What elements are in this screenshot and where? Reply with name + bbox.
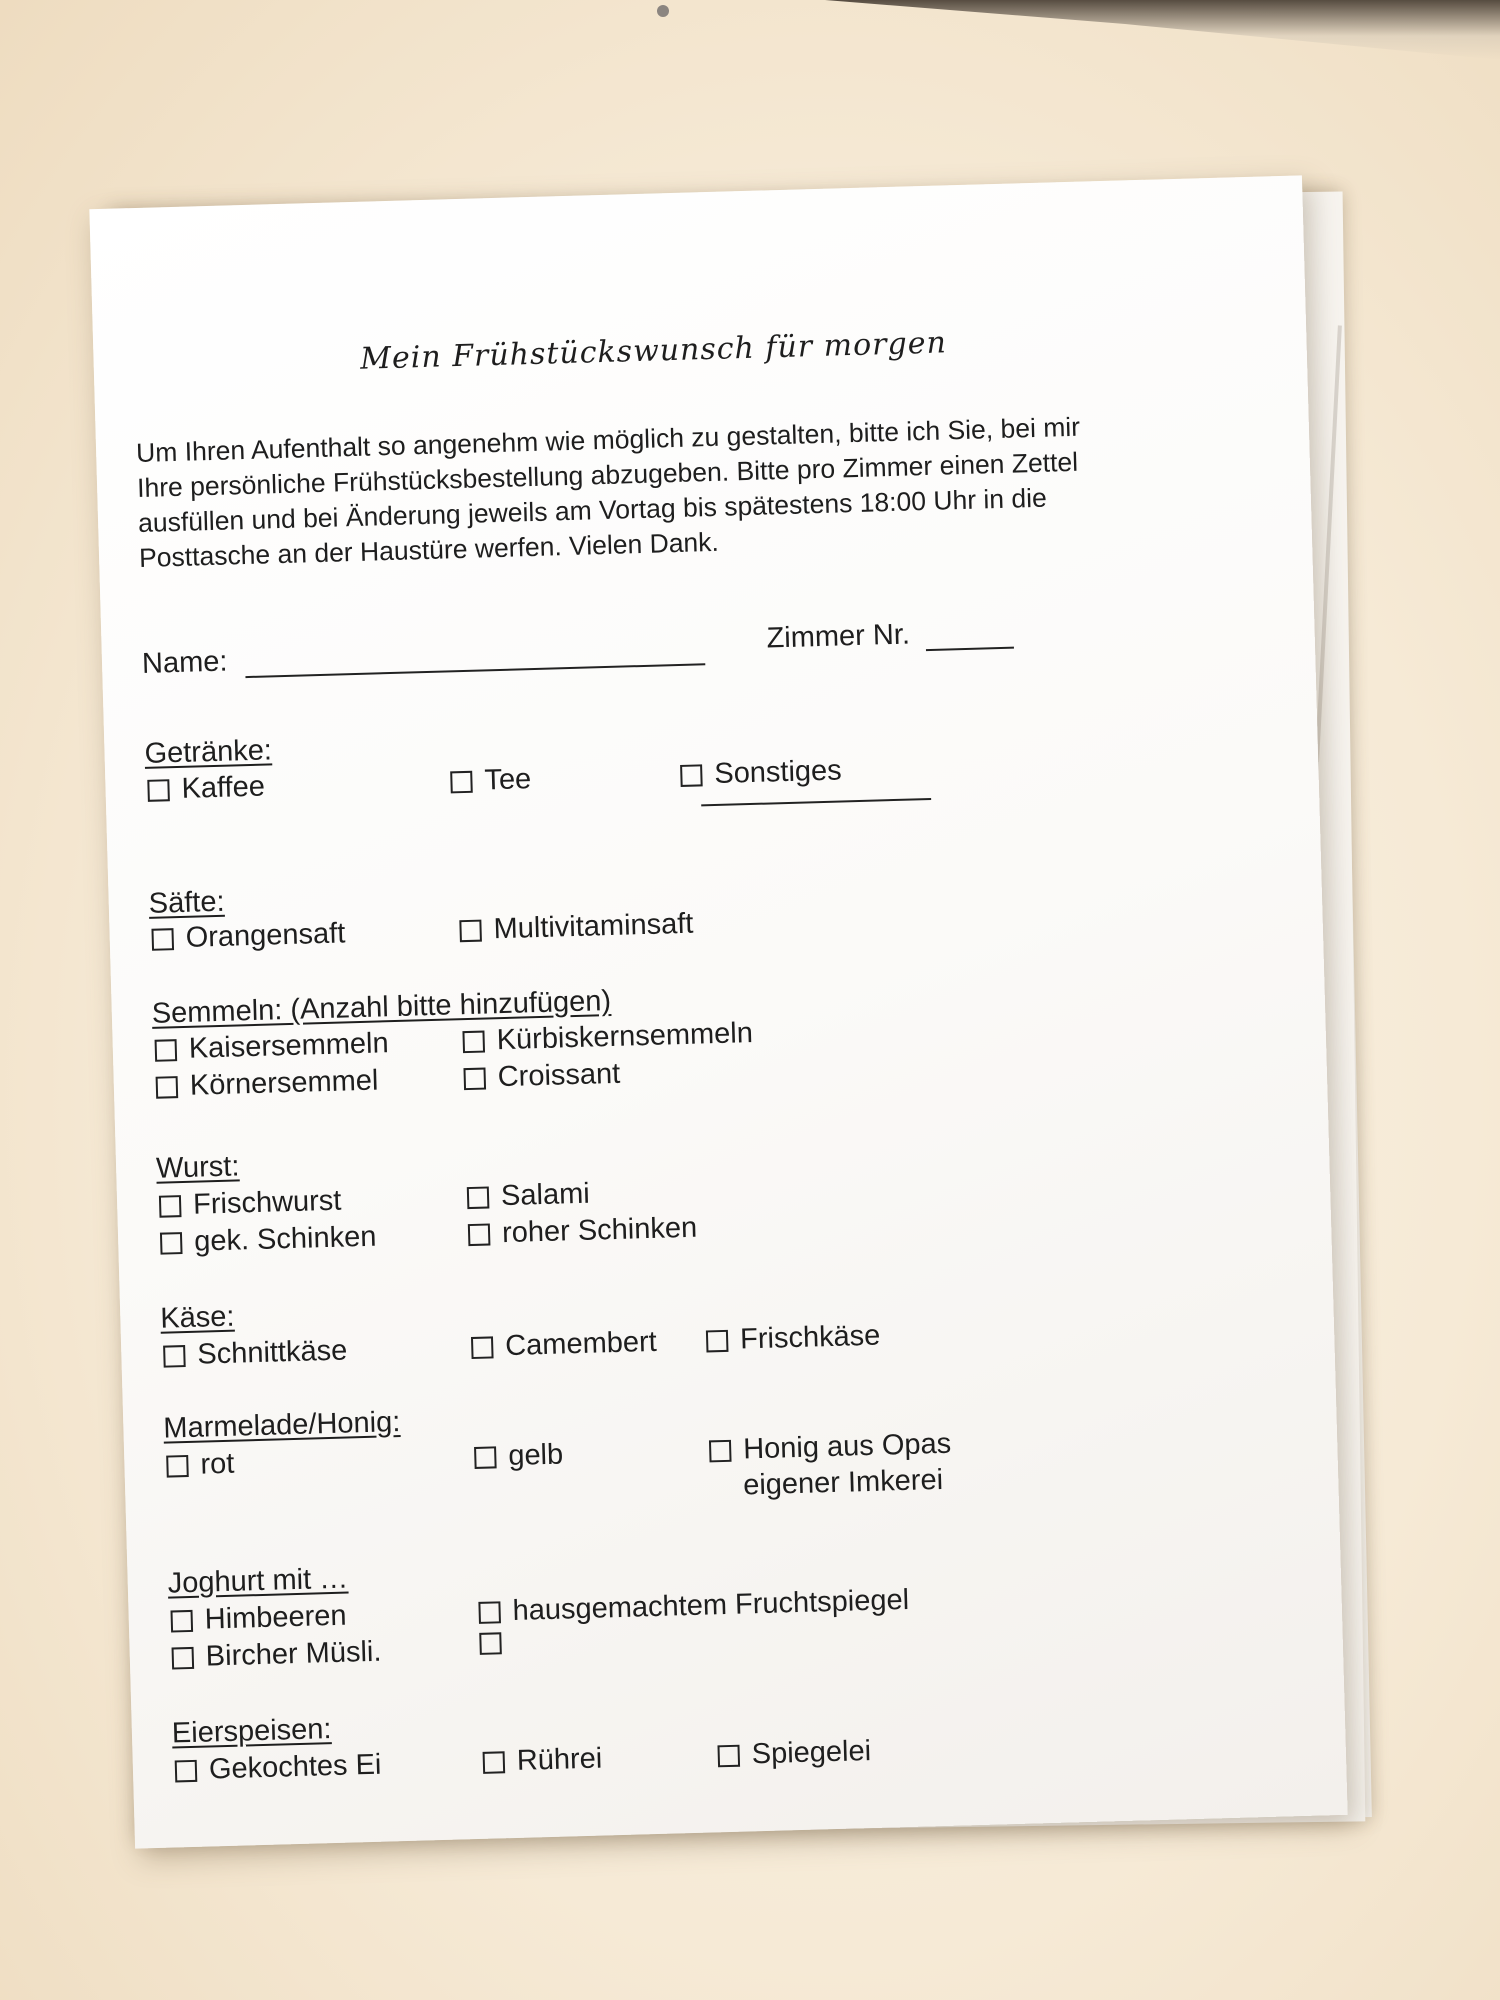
- checkbox[interactable]: [463, 1067, 486, 1090]
- pushpin: [657, 5, 669, 17]
- option-frischkaese[interactable]: Frischkäse: [706, 1320, 881, 1358]
- option-kuerbiskernsemmeln[interactable]: Kürbiskernsemmeln: [462, 1017, 753, 1058]
- option-koernersemmel[interactable]: Körnersemmel: [155, 1065, 378, 1104]
- checkbox[interactable]: [147, 779, 170, 802]
- option-gekochtes-ei[interactable]: Gekochtes Ei: [175, 1749, 382, 1788]
- wall-shadow: [0, 0, 1500, 60]
- section-heading-kaese: Käse:: [159, 1300, 235, 1335]
- checkbox[interactable]: [175, 1759, 198, 1782]
- option-ruehrei[interactable]: Rührei: [482, 1743, 602, 1779]
- option-croissant[interactable]: Croissant: [463, 1058, 620, 1095]
- option-honig[interactable]: Honig aus Opas: [709, 1428, 952, 1468]
- option-frischwurst[interactable]: Frischwurst: [159, 1185, 342, 1223]
- name-row: [142, 632, 706, 681]
- breakfast-order-form: [89, 175, 1347, 1848]
- option-rot[interactable]: rot: [166, 1448, 235, 1483]
- checkbox[interactable]: [467, 1186, 490, 1209]
- checkbox[interactable]: [160, 1232, 183, 1255]
- checkbox[interactable]: [163, 1345, 186, 1368]
- section-heading-semmeln: Semmeln: (Anzahl bitte hinzufügen): [151, 985, 612, 1030]
- option-fruchtspiegel[interactable]: hausgemachtem Fruchtspiegel: [478, 1584, 909, 1629]
- checkbox[interactable]: [159, 1195, 182, 1218]
- checkbox[interactable]: [166, 1454, 189, 1477]
- checkbox[interactable]: [471, 1336, 494, 1359]
- checkbox[interactable]: [156, 1076, 179, 1099]
- checkbox[interactable]: [459, 919, 482, 942]
- option-kaisersemmeln[interactable]: Kaisersemmeln: [154, 1027, 389, 1067]
- section-heading-marmelade: Marmelade/Honig:: [162, 1406, 401, 1445]
- option-roher-schinken[interactable]: roher Schinken: [468, 1212, 698, 1251]
- checkbox[interactable]: [478, 1601, 501, 1624]
- checkbox[interactable]: [474, 1446, 497, 1469]
- name-label: Name:: [141, 645, 228, 680]
- section-heading-joghurt: Joghurt mit …: [167, 1562, 349, 1600]
- option-salami[interactable]: Salami: [467, 1178, 591, 1214]
- sonstiges-field[interactable]: [701, 788, 931, 806]
- checkbox[interactable]: [462, 1030, 485, 1053]
- option-blank[interactable]: [479, 1632, 514, 1655]
- room-number-field[interactable]: [926, 621, 1015, 651]
- section-heading-eier: Eierspeisen:: [171, 1713, 332, 1750]
- checkbox[interactable]: [450, 770, 473, 793]
- option-orangensaft[interactable]: Orangensaft: [151, 917, 345, 955]
- checkbox[interactable]: [151, 928, 174, 951]
- section-heading-getraenke: Getränke:: [144, 734, 273, 770]
- name-field[interactable]: [245, 635, 706, 678]
- option-gek-schinken[interactable]: gek. Schinken: [160, 1221, 377, 1260]
- option-tee[interactable]: Tee: [450, 763, 532, 798]
- room-row: [766, 616, 1014, 656]
- checkbox[interactable]: [680, 764, 703, 787]
- option-bircher-muesli[interactable]: Bircher Müsli.: [171, 1636, 381, 1675]
- option-gelb[interactable]: gelb: [474, 1439, 564, 1474]
- option-spiegelei[interactable]: Spiegelei: [717, 1735, 871, 1772]
- room-label: Zimmer Nr.: [766, 618, 911, 655]
- section-heading-wurst: Wurst:: [155, 1150, 240, 1185]
- checkbox[interactable]: [155, 1039, 178, 1062]
- option-schnittkaese[interactable]: Schnittkäse: [163, 1335, 348, 1373]
- option-himbeeren[interactable]: Himbeeren: [170, 1600, 347, 1638]
- form-intro-text: Um Ihren Aufenthalt so angenehm wie möglich zu gestalten, bitte ich Sie, bei mir Ihre persönliche Frühstücksbestellung abzugeben. Bitte pro Zimmer einen Zettel ausfüllen und bei Änderung jeweils am Vortag bis spätestens 18:00 Uhr in die Posttasche an der Haustüre werfen. Vielen Dank.: [135, 411, 1081, 573]
- checkbox[interactable]: [170, 1609, 193, 1632]
- checkbox[interactable]: [479, 1632, 502, 1655]
- option-multivitaminsaft[interactable]: Multivitaminsaft: [459, 908, 694, 948]
- checkbox[interactable]: [717, 1744, 740, 1767]
- checkbox[interactable]: [483, 1751, 506, 1774]
- option-kaffee[interactable]: Kaffee: [147, 771, 265, 807]
- checkbox[interactable]: [172, 1646, 195, 1669]
- checkbox[interactable]: [468, 1223, 491, 1246]
- form-content: [129, 177, 1249, 1786]
- section-heading-saefte: Säfte:: [148, 885, 225, 920]
- form-title: Mein Frühstückswunsch für morgen: [359, 325, 948, 377]
- option-sonstiges[interactable]: Sonstiges: [680, 754, 842, 791]
- option-camembert[interactable]: Camembert: [471, 1326, 657, 1364]
- checkbox[interactable]: [706, 1329, 729, 1352]
- option-honig-line2: eigener Imkerei: [742, 1463, 944, 1502]
- checkbox[interactable]: [709, 1439, 732, 1462]
